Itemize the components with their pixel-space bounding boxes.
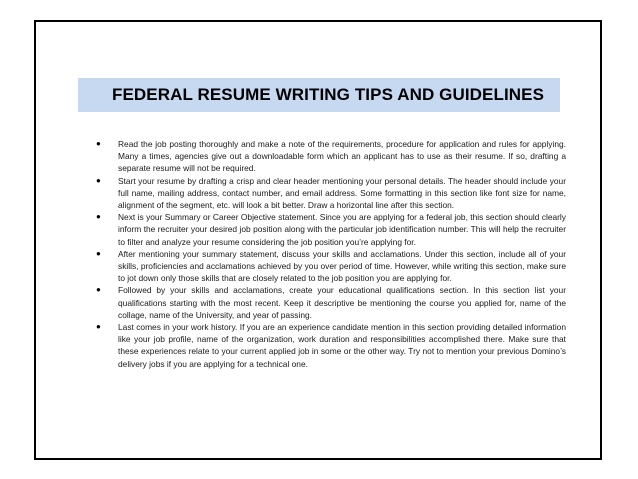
document-title: FEDERAL RESUME WRITING TIPS AND GUIDELINES bbox=[112, 85, 545, 104]
bullet-icon: ● bbox=[96, 322, 101, 332]
bullet-icon: ● bbox=[96, 212, 101, 222]
list-item bbox=[88, 284, 566, 321]
bullet-icon: ● bbox=[96, 175, 101, 185]
list-item-text: Start your resume by drafting a crisp and clear header mentioning your personal details. The header should include your full name, mailing address, contact number, and email address. Some formatting in this section like font size for name, alignment of the segment, etc. will look a bit better. Draw a horizontal line after this section. bbox=[118, 175, 566, 211]
list-item bbox=[88, 175, 566, 212]
bullet-icon: ● bbox=[96, 248, 101, 258]
list-item bbox=[88, 138, 566, 175]
list-item bbox=[88, 321, 566, 370]
list-item-text: Followed by your skills and acclamations, create your educational qualifications section. In this section list your qualifications starting with the most recent. Keep it descriptive be mentioning the course you applied for, name of the collage, name of the University, and year of passing. bbox=[118, 285, 566, 320]
list-item bbox=[88, 248, 566, 285]
list-item-text: Read the job posting thoroughly and make a note of the requirements, procedure for application and rules for applying. Many a times, agencies give out a downloadable form which an applicant has to use as their resume. If so, drafting a separate resume will not be required. bbox=[118, 139, 566, 174]
title-bar bbox=[78, 78, 560, 112]
list-item-text: Last comes in your work history. If you are an experience candidate mention in this section providing detailed information like your job profile, name of the organization, work duration and responsibilities accomplished there. Make sure that these experiences relate to your current applied job in some or the other way. Try not to mention your previous Domino’s delivery jobs if you are applying for a technical one. bbox=[118, 322, 566, 369]
tips-list bbox=[88, 138, 566, 370]
bullet-icon: ● bbox=[96, 285, 101, 295]
list-item bbox=[88, 211, 566, 248]
list-item-text: After mentioning your summary statement, discuss your skills and acclamations. Under this section, include all of your skills, proficiencies and acclamations achieved by you over period of time. However, while writing this section, make sure to jot down only those skills that are closely related to the job position you are applying for. bbox=[118, 248, 566, 284]
list-item-text: Next is your Summary or Career Objective statement. Since you are applying for a federal job, this section should clearly inform the recruiter your desired job position along with the particular job identification number. This will help the recruiter to filter and analyze your resume considering the job position you’re applying for. bbox=[118, 212, 566, 247]
bullet-icon: ● bbox=[96, 139, 101, 148]
